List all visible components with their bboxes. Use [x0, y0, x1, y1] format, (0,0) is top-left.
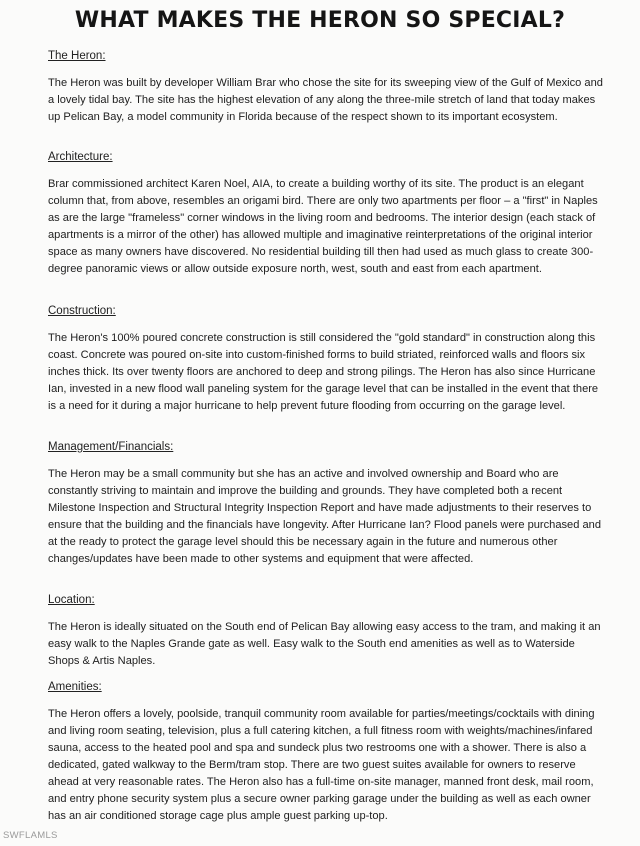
section-heading: Location: [48, 594, 95, 606]
section-heading: The Heron: [48, 50, 106, 62]
section-body: The Heron offers a lovely, poolside, tranquil community room available for parties/meetings/cocktails with dining and living room seating, television, plus a full catering kitchen, a full fitness room with weights/machines/infared sauna, access to the heated pool and spa and sundeck plus two restrooms one with a shower. There is also a dedicated, gated walkway to the Berm/tram stop. There are two guest suites available for owners to reserve ahead at very reasonable rates. The Heron also has a full-time on-site manager, manned front desk, mail room, and entry phone security system plus a secure owner parking garage under the building as well as each owner has an air conditioned storage cage plus ample guest parking up-top. [48, 708, 595, 822]
mls-watermark: SWFLAMLS [3, 830, 58, 841]
section-management-financials [48, 440, 608, 568]
section-body: The Heron's 100% poured concrete construction is still considered the "gold standard" in construction along this coast. Concrete was poured on-site into custom-finished forms to build striated, reinforced walls and floors six inches thick. Its over twenty floors are anchored to deep and strong pilings. The Heron has also since Hurricane Ian, invested in a new flood wall paneling system for the garage level that can be installed in the event that there is a need for it during a major hurricane to help prevent future flooding from occurring on the garage level. [48, 332, 599, 412]
section-body: The Heron is ideally situated on the South end of Pelican Bay allowing easy access to the tram, and making it an easy walk to the Naples Grande gate as well. Easy walk to the South end amenities as well as to Waterside Shops & Artis Naples. [48, 621, 601, 667]
page-title: WHAT MAKES THE HERON SO SPECIAL? [74, 8, 566, 33]
section-construction [48, 304, 608, 415]
section-heading: Architecture: [48, 151, 113, 163]
section-heading: Amenities: [48, 681, 102, 693]
section-body: The Heron may be a small community but she has an active and involved ownership and Board who are constantly striving to maintain and improve the building and grounds. They have completed both a recent Milestone Inspection and Structural Integrity Inspection Report and have made adjustments to their reserves to ensure that the building and the financials have longevity. After Hurricane Ian? Flood panels were purchased and at the ready to protect the garage level should this be necessary again in the future and numerous other changes/updates have been made to other systems and equipment that were affected. [48, 468, 601, 565]
section-body: Brar commissioned architect Karen Noel, AIA, to create a building worthy of its site. The product is an elegant column that, from above, resembles an origami bird. There are only two apartments per floor – a "first" in Naples as are the large "frameless" corner windows in the living room and bedrooms. The interior design (each stack of apartments is a mirror of the other) has allowed multiple and imaginative reinterpretations of the original interior space as many owners have discovered. No residential building till then had used as much glass to create 300-degree panoramic views or allow outside exposure north, west, south and east from each apartment. [48, 178, 598, 275]
section-architecture [48, 150, 608, 278]
section-heading: Management/Financials: [48, 441, 174, 453]
section-body: The Heron was built by developer William Brar who chose the site for its sweeping view of the Gulf of Mexico and a lovely tidal bay. The site has the highest elevation of any along the three-mile stretch of land that today makes up Pelican Bay, a model community in Florida because of the respect shown to its important ecosystem. [48, 77, 603, 123]
section-heading: Construction: [48, 305, 116, 317]
section-location [48, 593, 608, 670]
section-amenities [48, 680, 608, 825]
section-the-heron [48, 49, 608, 126]
